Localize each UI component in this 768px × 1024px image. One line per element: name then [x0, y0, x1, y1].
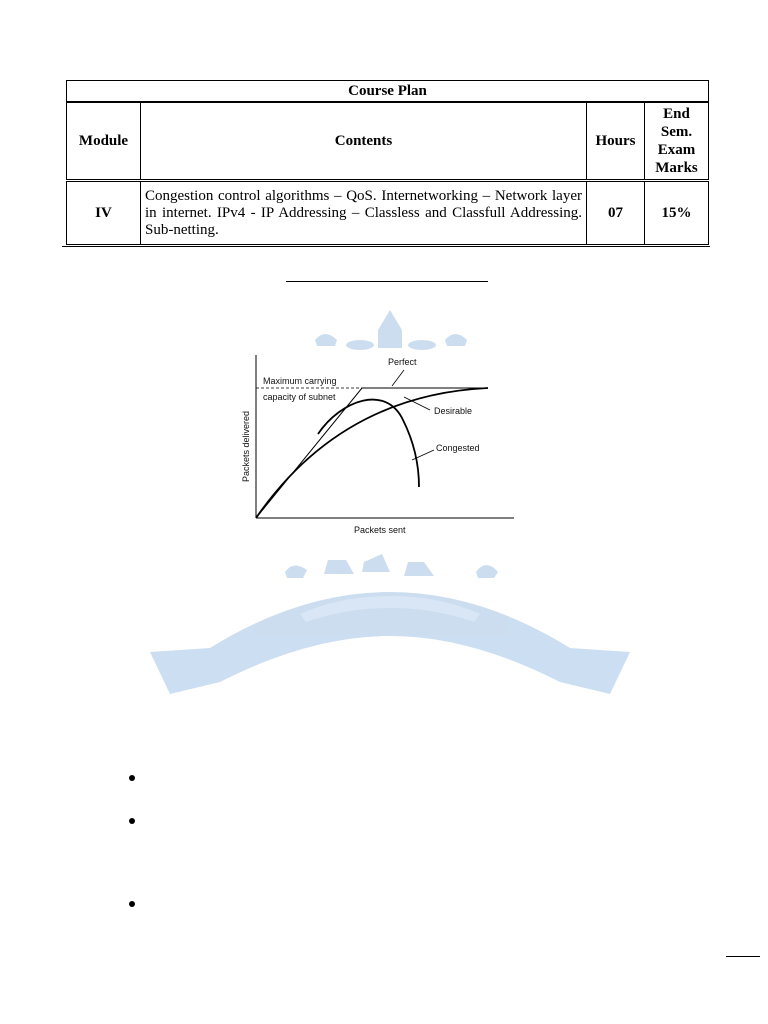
table-title: Course Plan: [67, 81, 709, 103]
y-axis-label: Packets delivered: [241, 410, 251, 482]
header-hours: Hours: [587, 102, 645, 181]
contents-cell: Congestion control algorithms – QoS. Internetworking – Network layer in internet. IPv4 - IP Addressing – Classless and Classfull Addressing. Sub-netting.: [141, 181, 587, 245]
table-row: [67, 181, 709, 245]
x-axis-label: Packets sent: [354, 525, 406, 535]
annotation-line2: capacity of subnet: [263, 392, 336, 402]
header-marks-line4: Marks: [655, 160, 698, 176]
annotation-line1: Maximum carrying: [263, 376, 337, 386]
perfect-leader: [392, 370, 404, 386]
header-end-sem-exam-marks: [645, 102, 709, 181]
perfect-label: Perfect: [388, 357, 417, 367]
course-plan-table: [66, 80, 709, 245]
header-marks-line1: End: [663, 106, 690, 122]
header-module: Module: [67, 102, 141, 181]
bullet-point: [129, 818, 135, 824]
hours-cell: 07: [587, 181, 645, 245]
table-bottom-rule: [62, 246, 710, 247]
header-contents: Contents: [141, 102, 587, 181]
header-marks-line3: Exam: [657, 142, 696, 158]
congested-curve: [318, 400, 419, 487]
congested-label: Congested: [436, 443, 480, 453]
module-cell: IV: [67, 181, 141, 245]
bullet-point: [129, 775, 135, 781]
header-marks-line2: Sem.: [660, 124, 693, 140]
bullet-point: [129, 901, 135, 907]
desirable-label: Desirable: [434, 406, 473, 416]
page-corner-rule: [726, 956, 760, 957]
marks-cell: 15%: [645, 181, 709, 245]
section-heading-rule: [286, 281, 488, 282]
congestion-figure: [236, 350, 526, 540]
